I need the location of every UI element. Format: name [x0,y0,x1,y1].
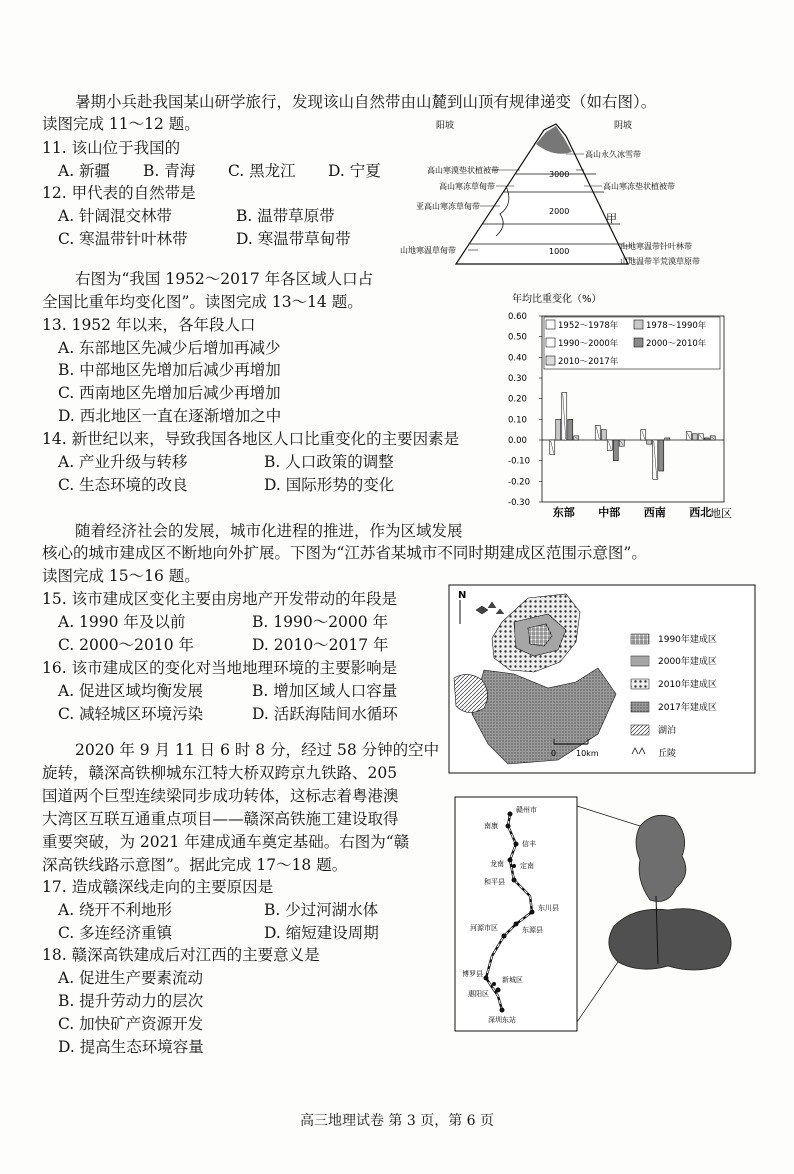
city-builtup-map [448,584,756,774]
x-category-label: 中部 [598,506,621,519]
station-ganzhou: 赣州市 [516,806,537,814]
guangdong-region [609,909,731,970]
q12-option-a[interactable]: A. 针阔混交林带 [58,207,173,225]
x-category-label: 西北 [689,506,712,519]
bar-1-1 [601,430,606,440]
legend-2000: 2000年建成区 [658,657,717,667]
y-tick-label: 0.50 [508,332,527,343]
q18-option-d[interactable]: D. 提高生态环境容量 [58,1038,204,1056]
q15-option-d[interactable]: D. 2010～2017 年 [252,636,389,654]
q11-option-d[interactable]: D. 宁夏 [328,162,381,180]
scale-label: 10km [576,749,599,758]
page-footer: 高三地理试卷 第 3 页，第 6 页 [299,1113,495,1129]
q17-option-a[interactable]: A. 绕开不利地形 [58,901,173,919]
q15-option-c[interactable]: C. 2000～2010 年 [58,636,194,654]
legend-swatch [634,320,643,329]
belt-left-4: 山地寒温草甸带 [400,246,456,255]
legend-2017: 2017年建成区 [658,703,717,713]
q11-option-a[interactable]: A. 新疆 [58,162,111,180]
belt-jia-label: 甲 [606,212,617,225]
q13-option-b[interactable]: B. 中部地区先增加后减少再增加 [58,361,281,379]
bar-3-3 [704,438,709,440]
belt-right-4: 山地温带半荒漠草原带 [620,257,700,266]
q14-option-b[interactable]: B. 人口政策的调整 [264,453,394,471]
x-category-label: 东部 [552,506,575,519]
y-tick-label: 0.60 [508,312,527,322]
q16-option-c[interactable]: C. 减轻城区环境污染 [58,705,204,723]
sunny-slope-label: 阳坡 [436,121,455,131]
intro-q17-18-line6: 深高铁线路示意图”。据此完成 17～18 题。 [42,856,348,874]
intro-q17-18-line2: 旋转，赣深高铁柳城东江特大桥双跨京九铁路、205 [42,764,398,782]
y-tick-label: -0.20 [508,477,530,488]
mountain-zonation-figure [396,114,716,270]
question-11: 11. 该山位于我国的 [42,139,181,157]
elev-3000: 3000 [549,170,570,179]
intro-q11-12-line1: 暑期小兵赴我国某山研学旅行，发现该山自然带由山麓到山顶有规律递变（如右图）。 [75,93,657,111]
question-12: 12. 甲代表的自然带是 [42,184,196,202]
intro-q17-18-line4: 大湾区互联互通重点项目——赣深高铁施工建设取得 [42,810,399,828]
q12-option-d[interactable]: D. 寒温带草甸带 [236,230,351,248]
q12-option-b[interactable]: B. 温带草原带 [236,207,335,225]
intro-q15-16-line2: 核心的城市建成区不断地向外扩展。下图为“江苏省某城市不同时期建成区范围示意图”。 [42,544,647,562]
legend-1990: 1990年建成区 [658,635,717,645]
bar-1-3 [613,440,618,461]
population-share-chart [506,290,744,522]
y-tick-label: 0.40 [508,353,527,364]
intro-q13-14-line2: 全国比重年均变化图”。读图完成 13～14 题。 [42,293,363,311]
legend-label: 1978～1990年 [646,321,707,331]
legend-label: 2010～2017年 [558,357,619,367]
station-dingnan: 定南 [520,862,534,870]
bar-2-1 [647,440,652,444]
y-tick-label: 0.00 [508,436,527,446]
intro-q11-12-line2: 读图完成 11～12 题。 [42,115,200,133]
belt-left-1: 高山寒漠垫状植被带 [427,166,499,175]
question-18: 18. 赣深高铁建成后对江西的主要意义是 [42,946,320,964]
shady-slope-label: 阴坡 [614,121,633,131]
legend-swatch [634,338,643,347]
legend-swatch [546,320,555,329]
legend-label: 2000～2010年 [646,339,707,349]
q17-option-c[interactable]: C. 多连经济重镇 [58,924,173,942]
y-tick-label: 0.20 [508,394,527,405]
station-longnan: 龙南 [490,860,504,868]
elev-2000: 2000 [549,207,570,216]
q12-option-c[interactable]: C. 寒温带针叶林带 [58,230,188,248]
q15-option-a[interactable]: A. 1990 年及以前 [58,613,186,631]
q16-option-d[interactable]: D. 活跃海陆间水循环 [252,705,398,723]
station-xinfeng: 信丰 [522,840,536,848]
belt-left-2: 高山寒冻草甸带 [439,182,495,191]
legend-lake: 湖泊 [658,726,677,736]
q11-option-c[interactable]: C. 黑龙江 [228,162,296,180]
chart-xlabel: 地区 [710,507,732,520]
belt-left-3: 亚高山寒冻草甸带 [416,202,480,211]
station-huiyang: 惠阳区 [468,990,489,998]
station-shenzhen-east: 深圳东站 [488,1016,516,1024]
belt-right-3: 山地寒温带针叶林带 [620,242,692,251]
y-tick-label: -0.30 [508,498,530,508]
bar-3-1 [692,434,697,440]
legend-swatch [546,338,555,347]
question-17: 17. 造成赣深线走向的主要原因是 [42,878,274,896]
belt-right-2: 高山寒冻垫状植被带 [603,182,675,191]
y-tick-label: 0.10 [508,415,527,426]
bar-2-3 [659,440,664,471]
q17-option-d[interactable]: D. 缩短建设周期 [264,924,379,942]
question-16: 16. 该市建成区的变化对当地地理环境的主要影响是 [42,659,398,677]
legend-label: 1990～2000年 [558,339,619,349]
q16-option-a[interactable]: A. 促进区域均衡发展 [58,682,204,700]
legend-hill: 丘陵 [658,749,677,759]
leader-lines [577,806,640,1022]
intro-q17-18-line3: 国道两个巨型连续梁同步成功转体，这标志着粤港澳 [42,787,399,805]
legend-2010: 2010年建成区 [658,680,717,690]
station-heping: 和平县 [484,878,505,886]
question-14: 14. 新世纪以来，导致我国各地区人口比重变化的主要因素是 [42,430,460,448]
legend-swatch [546,356,555,365]
bar-0-1 [556,419,561,440]
jiangxi-region [636,815,686,901]
question-13: 13. 1952 年以来，各年段人口 [42,316,256,334]
q14-option-a[interactable]: A. 产业升级与转移 [58,453,188,471]
q13-option-d[interactable]: D. 西北地区一直在逐渐增加之中 [58,407,282,425]
q13-option-a[interactable]: A. 东部地区先减少后增加再减少 [58,339,281,357]
intro-q15-16-line1: 随着经济社会的发展，城市化进程的推进，作为区域发展 [75,522,463,540]
station-xincheng: 新城区 [502,976,523,984]
q15-option-b[interactable]: B. 1990～2000 年 [252,613,389,631]
q18-option-c[interactable]: C. 加快矿产资源开发 [58,1015,204,1033]
station-boluo: 博罗县 [462,970,483,978]
bar-0-3 [568,419,573,440]
q14-option-c[interactable]: C. 生态环境的改良 [58,476,188,494]
question-15: 15. 该市建成区变化主要由房地产开发带动的年段是 [42,590,398,608]
q17-option-b[interactable]: B. 少过河湖水体 [264,901,379,919]
station-heyuan: 河源市区 [470,924,498,932]
intro-q13-14-line1: 右图为“我国 1952～2017 年各区域人口占 [75,270,374,288]
intro-q15-16-line3: 读图完成 15～16 题。 [42,567,200,585]
q13-option-c[interactable]: C. 西南地区先增加后减少再增加 [58,384,281,402]
elev-1000: 1000 [549,247,570,256]
q14-option-d[interactable]: D. 国际形势的变化 [264,476,395,494]
scale-zero: 0 [551,749,557,758]
q11-option-b[interactable]: B. 青海 [143,162,196,180]
q18-option-b[interactable]: B. 提升劳动力的层次 [58,992,204,1010]
x-category-label: 西南 [643,506,666,519]
station-dongyuan: 东源县 [522,926,543,934]
railway-route-map [454,796,748,1032]
intro-q17-18-line5: 重要突破，为 2021 年建成通车奠定基础。右图为“赣 [42,833,410,851]
station-dongchuan: 东川县 [538,904,559,912]
legend-label: 1952～1978年 [558,321,619,331]
intro-q17-18-line1: 2020 年 9 月 11 日 6 时 8 分，经过 58 分钟的空中 [75,741,440,759]
y-tick-label: -0.10 [508,456,530,467]
y-tick-label: 0.30 [508,374,527,384]
q16-option-b[interactable]: B. 增加区域人口容量 [252,682,398,700]
north-label: N [458,590,467,601]
q18-option-a[interactable]: A. 促进生产要素流动 [58,969,204,987]
belt-right-1: 高山永久冰雪带 [585,150,641,159]
chart-ylabel: 年均比重变化（%） [512,294,602,305]
station-nankang: 南康 [484,822,498,830]
